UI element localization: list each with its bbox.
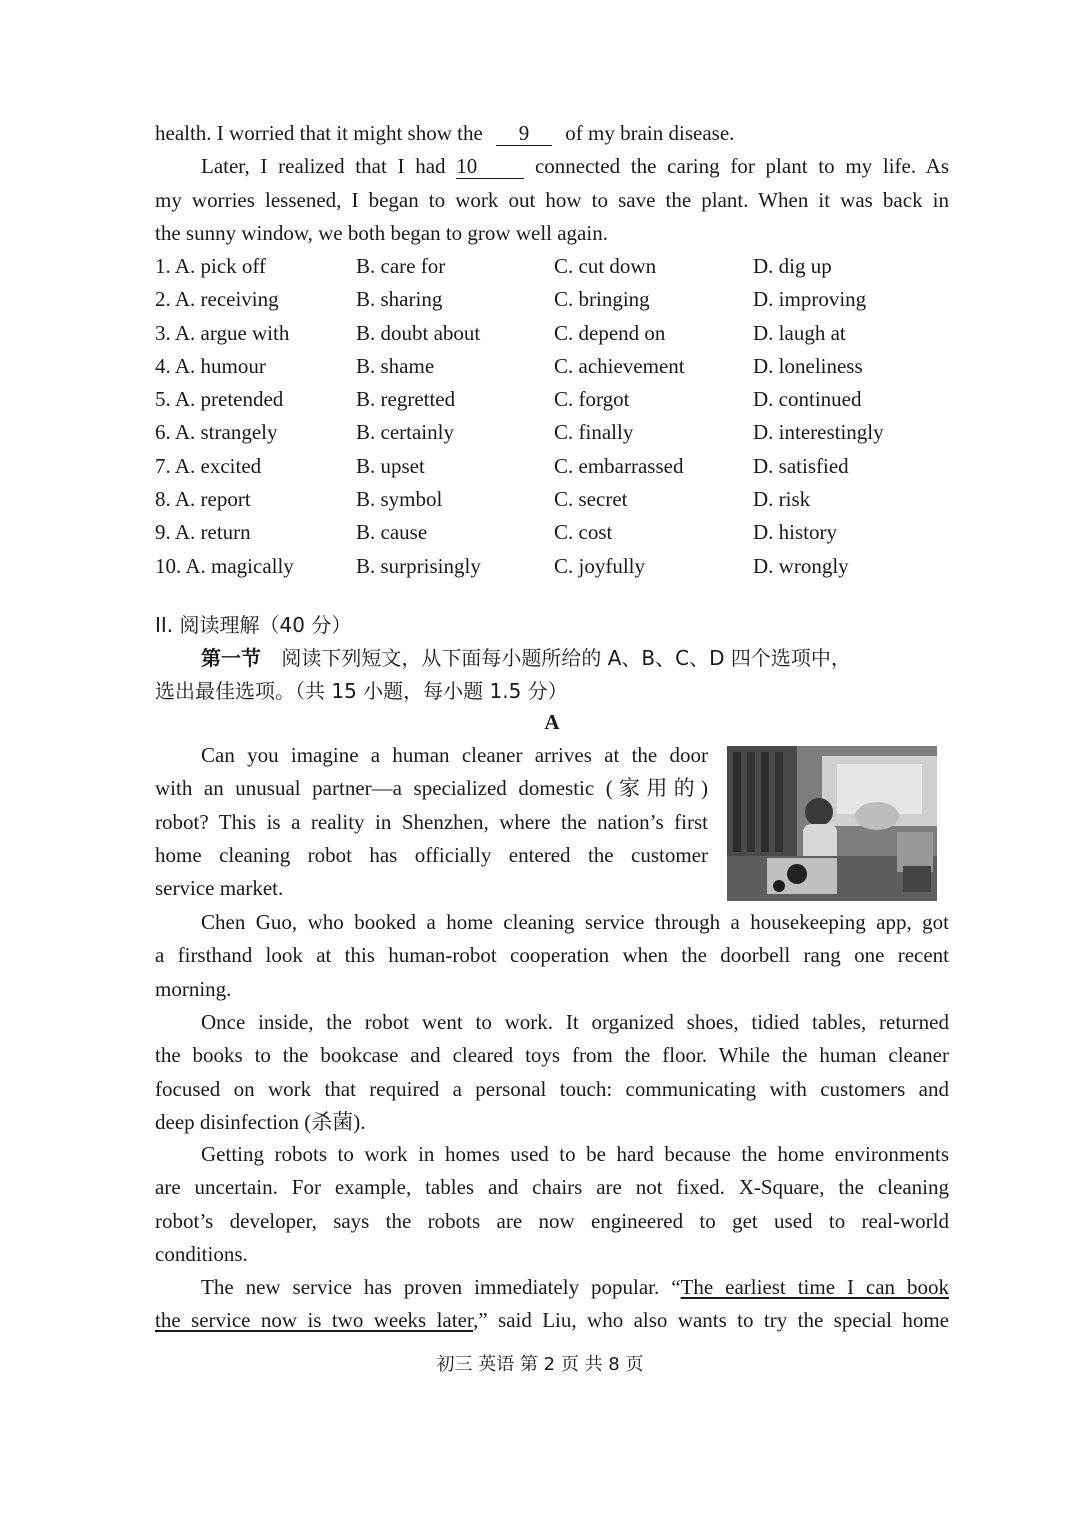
option-choice: D. interestingly [753,420,884,445]
instructions-line-2: 选出最佳选项。（共 15 小题，每小题 1.5 分） [155,679,568,703]
option-row [155,250,949,283]
page-footer: 初三 英语 第 2 页 共 8 页 [436,1354,644,1375]
option-choice: 1. A. pick off [155,254,267,278]
option-choice: C. secret [554,487,628,512]
option-choice: D. continued [753,387,862,412]
passage-line: with an unusual partner—a specialized domestic (家用的) [155,776,708,801]
passage-line: service market. [155,876,284,901]
passage-line: the books to the bookcase and cleared toys from the floor. While the human cleaner [155,1043,949,1068]
text: connected the caring for plant to my life. As [534,154,949,179]
text: of my brain disease. [565,121,735,145]
passage-line [155,1304,949,1337]
option-row [155,383,949,416]
option-choice: D. improving [753,287,867,312]
passage-line: the sunny window, we both began to grow well again. [155,220,608,245]
passage-line: focused on work that required a personal touch: communicating with customers and [155,1076,949,1101]
text: health. I worried that it might show the [155,121,483,145]
option-choice: 3. A. argue with [155,320,290,345]
option-choice: C. embarrassed [554,453,684,478]
option-choice: C. forgot [554,387,630,412]
underlined-quote: The earliest time I can book [680,1275,949,1299]
option-choice: B. doubt about [356,320,481,345]
option-choice: B. certainly [356,420,454,445]
passage-a-paragraph-5 [155,1271,949,1338]
option-row [155,283,949,316]
blank-9: 9 [496,121,552,146]
text: ,” said Liu, who also wants to try the special home [473,1308,950,1333]
section-heading [155,609,949,642]
option-choice: C. cut down [554,254,657,278]
option-choice: 2. A. receiving [155,287,279,312]
photo-illustration [727,746,937,901]
text: The new service has proven immediately popular. “ [201,1275,681,1299]
option-choice: C. finally [554,420,634,445]
passage-line: robot’s developer, says the robots are now engineered to get used to real-world [155,1208,949,1233]
option-choice: B. care for [356,254,446,278]
option-choice: 10. A. magically [155,553,294,578]
instructions-text: 阅读下列短文，从下面每小题所给的 A、B、C、D 四个选项中， [281,646,851,670]
passage-line [155,1271,949,1304]
passage-line: home cleaning robot has officially entered the customer [155,842,708,867]
cloze-options [155,250,949,583]
passage-a-paragraph-3 [155,1006,949,1139]
passage-line: are uncertain. For example, tables and chairs are not fixed. X-Square, the cleaning [155,1175,949,1200]
option-choice: 8. A. report [155,487,251,512]
option-row [155,550,949,583]
option-choice: B. upset [356,453,425,478]
option-choice: 6. A. strangely [155,420,278,445]
option-choice: B. shame [356,353,435,378]
passage-line: a firsthand look at this human-robot cooperation when the doorbell rang one recent [155,943,949,968]
option-choice: D. risk [753,487,811,512]
option-row [155,317,949,350]
option-choice: C. joyfully [554,553,646,578]
passage-line: Once inside, the robot went to work. It organized shoes, tidied tables, returned [201,1010,949,1034]
passage-line [155,150,949,183]
option-choice: D. dig up [753,254,832,278]
passage-line: Getting robots to work in homes used to be hard because the home environments [201,1142,949,1166]
passage-a-paragraph-1 [155,739,708,905]
option-choice: 7. A. excited [155,453,262,478]
passage-a-paragraph-4 [155,1138,949,1271]
option-row [155,450,949,483]
option-row [155,516,949,549]
option-choice: B. regretted [356,387,456,412]
passage-line: Chen Guo, who booked a home cleaning service through a housekeeping app, got [201,910,949,934]
passage-line [155,117,949,150]
cloze-passage-end [155,117,949,250]
option-row [155,483,949,516]
option-choice: 4. A. humour [155,353,266,378]
option-choice: D. history [753,520,837,545]
option-choice: C. achievement [554,353,685,378]
option-choice: D. satisfied [753,453,849,478]
passage-line: deep disinfection (杀菌). [155,1109,366,1134]
blank-10: 10 [456,154,524,179]
option-choice: D. loneliness [753,353,863,378]
section-title: II. 阅读理解（40 分） [155,613,352,637]
part-label: 第一节 [201,646,261,670]
option-choice: B. symbol [356,487,443,512]
option-choice: B. surprisingly [356,553,481,578]
passage-line: Can you imagine a human cleaner arrives at the door [201,743,708,767]
instructions-line-1 [155,642,949,675]
option-choice: B. sharing [356,287,443,312]
option-choice: 5. A. pretended [155,387,284,412]
passage-line: robot? This is a reality in Shenzhen, where the nation’s first [155,809,708,834]
option-choice: B. cause [356,520,428,545]
passage-letter: A [544,710,560,734]
passage-a-paragraph-2 [155,906,949,1006]
option-choice: C. cost [554,520,613,545]
passage-line: conditions. [155,1241,248,1266]
robot-cleaning-photo [727,746,937,901]
option-row [155,350,949,383]
text: Later, I realized that I had [201,154,446,179]
underlined-quote: the service now is two weeks later [155,1308,474,1333]
option-choice: D. laugh at [753,320,846,345]
passage-line: my worries lessened, I began to work out how to save the plant. When it was back in [155,187,949,212]
option-choice: C. depend on [554,320,666,345]
passage-line: morning. [155,976,232,1001]
option-choice: 9. A. return [155,520,251,545]
option-choice: C. bringing [554,287,650,312]
option-row [155,416,949,449]
option-choice: D. wrongly [753,553,849,578]
